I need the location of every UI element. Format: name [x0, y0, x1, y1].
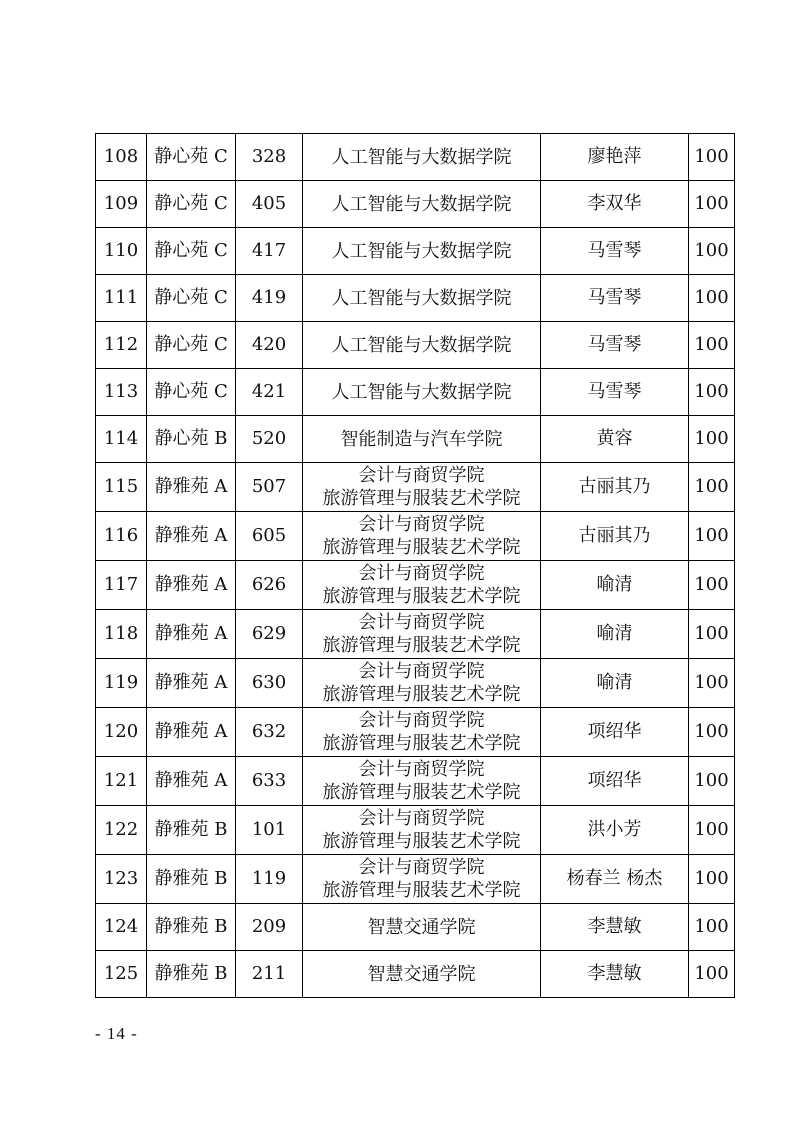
college-line: 旅游管理与服装艺术学院: [322, 880, 521, 901]
college-cell: [303, 610, 541, 659]
room-cell: 630: [236, 659, 303, 708]
college-line: 会计与商贸学院: [358, 465, 485, 486]
college-cell: [303, 659, 541, 708]
dormitory-table: [95, 133, 735, 998]
score-cell: 100: [689, 904, 735, 951]
table-row: [96, 181, 735, 228]
room-cell: 421: [236, 369, 303, 416]
college-cell: [303, 322, 541, 369]
college-line: 会计与商贸学院: [358, 808, 485, 829]
teacher-cell: 古丽其乃: [541, 463, 689, 512]
room-cell: 405: [236, 181, 303, 228]
college-cell: [303, 806, 541, 855]
college-line: 会计与商贸学院: [358, 514, 485, 535]
room-cell: 417: [236, 228, 303, 275]
room-cell: 605: [236, 512, 303, 561]
college-line: 人工智能与大数据学院: [331, 287, 512, 309]
college-line: 会计与商贸学院: [358, 661, 485, 682]
teacher-cell: 马雪琴: [541, 228, 689, 275]
college-cell: [303, 561, 541, 610]
score-cell: 100: [689, 275, 735, 322]
score-cell: 100: [689, 610, 735, 659]
table-row: [96, 659, 735, 708]
table-row: [96, 322, 735, 369]
table-body: [96, 134, 735, 998]
room-cell: 211: [236, 951, 303, 998]
score-cell: 100: [689, 659, 735, 708]
room-cell: 632: [236, 708, 303, 757]
teacher-cell: 喻清: [541, 659, 689, 708]
college-line: 人工智能与大数据学院: [331, 193, 512, 215]
building-cell: 静心苑 B: [147, 416, 236, 463]
college-line: 旅游管理与服装艺术学院: [322, 537, 521, 558]
college-line: 旅游管理与服装艺术学院: [322, 782, 521, 803]
building-cell: 静雅苑 B: [147, 951, 236, 998]
row-number-cell: 112: [96, 322, 147, 369]
building-cell: 静雅苑 A: [147, 512, 236, 561]
college-cell: [303, 951, 541, 998]
college-line: 会计与商贸学院: [358, 759, 485, 780]
building-cell: 静雅苑 B: [147, 904, 236, 951]
row-number-cell: 118: [96, 610, 147, 659]
table-row: [96, 369, 735, 416]
building-cell: 静雅苑 A: [147, 463, 236, 512]
score-cell: 100: [689, 416, 735, 463]
building-cell: 静雅苑 A: [147, 757, 236, 806]
table-row: [96, 275, 735, 322]
score-cell: 100: [689, 369, 735, 416]
row-number-cell: 116: [96, 512, 147, 561]
teacher-cell: 马雪琴: [541, 275, 689, 322]
college-cell: [303, 134, 541, 181]
page-number: - 14 -: [95, 1024, 138, 1043]
score-cell: 100: [689, 134, 735, 181]
room-cell: 101: [236, 806, 303, 855]
college-line: 会计与商贸学院: [358, 563, 485, 584]
college-line: 人工智能与大数据学院: [331, 240, 512, 262]
college-cell: [303, 463, 541, 512]
building-cell: 静心苑 C: [147, 275, 236, 322]
building-cell: 静心苑 C: [147, 181, 236, 228]
building-cell: 静雅苑 B: [147, 806, 236, 855]
table-row: [96, 855, 735, 904]
row-number-cell: 109: [96, 181, 147, 228]
row-number-cell: 120: [96, 708, 147, 757]
room-cell: 633: [236, 757, 303, 806]
teacher-cell: 喻清: [541, 561, 689, 610]
table-row: [96, 416, 735, 463]
teacher-cell: 喻清: [541, 610, 689, 659]
teacher-cell: 廖艳萍: [541, 134, 689, 181]
college-line: 旅游管理与服装艺术学院: [322, 684, 521, 705]
table-row: [96, 757, 735, 806]
row-number-cell: 121: [96, 757, 147, 806]
college-cell: [303, 708, 541, 757]
college-cell: [303, 512, 541, 561]
room-cell: 209: [236, 904, 303, 951]
score-cell: 100: [689, 757, 735, 806]
college-cell: [303, 757, 541, 806]
college-line: 旅游管理与服装艺术学院: [322, 831, 521, 852]
college-cell: [303, 228, 541, 275]
row-number-cell: 123: [96, 855, 147, 904]
teacher-cell: 古丽其乃: [541, 512, 689, 561]
college-line: 人工智能与大数据学院: [331, 381, 512, 403]
college-line: 智慧交通学院: [367, 963, 476, 985]
teacher-cell: 项绍华: [541, 708, 689, 757]
college-cell: [303, 416, 541, 463]
college-cell: [303, 904, 541, 951]
row-number-cell: 124: [96, 904, 147, 951]
row-number-cell: 113: [96, 369, 147, 416]
room-cell: 629: [236, 610, 303, 659]
row-number-cell: 111: [96, 275, 147, 322]
building-cell: 静心苑 C: [147, 134, 236, 181]
college-cell: [303, 369, 541, 416]
room-cell: 626: [236, 561, 303, 610]
college-line: 旅游管理与服装艺术学院: [322, 635, 521, 656]
score-cell: 100: [689, 512, 735, 561]
college-cell: [303, 275, 541, 322]
score-cell: 100: [689, 561, 735, 610]
building-cell: 静心苑 C: [147, 369, 236, 416]
teacher-cell: 李双华: [541, 181, 689, 228]
table-row: [96, 708, 735, 757]
teacher-cell: 马雪琴: [541, 369, 689, 416]
row-number-cell: 125: [96, 951, 147, 998]
score-cell: 100: [689, 951, 735, 998]
table-row: [96, 610, 735, 659]
table-row: [96, 463, 735, 512]
row-number-cell: 115: [96, 463, 147, 512]
college-line: 会计与商贸学院: [358, 710, 485, 731]
teacher-cell: 李慧敏: [541, 904, 689, 951]
teacher-cell: 马雪琴: [541, 322, 689, 369]
room-cell: 119: [236, 855, 303, 904]
college-line: 旅游管理与服装艺术学院: [322, 586, 521, 607]
college-cell: [303, 855, 541, 904]
table-row: [96, 904, 735, 951]
room-cell: 419: [236, 275, 303, 322]
teacher-cell: 黄容: [541, 416, 689, 463]
room-cell: 507: [236, 463, 303, 512]
room-cell: 328: [236, 134, 303, 181]
college-line: 旅游管理与服装艺术学院: [322, 733, 521, 754]
teacher-cell: 洪小芳: [541, 806, 689, 855]
building-cell: 静雅苑 A: [147, 610, 236, 659]
score-cell: 100: [689, 708, 735, 757]
row-number-cell: 119: [96, 659, 147, 708]
table-row: [96, 512, 735, 561]
score-cell: 100: [689, 855, 735, 904]
table-row: [96, 228, 735, 275]
building-cell: 静心苑 C: [147, 228, 236, 275]
score-cell: 100: [689, 181, 735, 228]
college-line: 会计与商贸学院: [358, 857, 485, 878]
row-number-cell: 117: [96, 561, 147, 610]
row-number-cell: 110: [96, 228, 147, 275]
table-row: [96, 951, 735, 998]
row-number-cell: 108: [96, 134, 147, 181]
college-line: 智能制造与汽车学院: [340, 428, 503, 450]
table-row: [96, 806, 735, 855]
college-cell: [303, 181, 541, 228]
college-line: 旅游管理与服装艺术学院: [322, 488, 521, 509]
teacher-cell: 李慧敏: [541, 951, 689, 998]
college-line: 智慧交通学院: [367, 916, 476, 938]
score-cell: 100: [689, 463, 735, 512]
table-row: [96, 134, 735, 181]
college-line: 人工智能与大数据学院: [331, 334, 512, 356]
college-line: 会计与商贸学院: [358, 612, 485, 633]
row-number-cell: 122: [96, 806, 147, 855]
row-number-cell: 114: [96, 416, 147, 463]
building-cell: 静雅苑 A: [147, 708, 236, 757]
score-cell: 100: [689, 806, 735, 855]
building-cell: 静雅苑 A: [147, 561, 236, 610]
table-row: [96, 561, 735, 610]
room-cell: 420: [236, 322, 303, 369]
room-cell: 520: [236, 416, 303, 463]
teacher-cell: 杨春兰 杨杰: [541, 855, 689, 904]
score-cell: 100: [689, 322, 735, 369]
college-line: 人工智能与大数据学院: [331, 146, 512, 168]
teacher-cell: 项绍华: [541, 757, 689, 806]
building-cell: 静雅苑 B: [147, 855, 236, 904]
score-cell: 100: [689, 228, 735, 275]
building-cell: 静雅苑 A: [147, 659, 236, 708]
building-cell: 静心苑 C: [147, 322, 236, 369]
